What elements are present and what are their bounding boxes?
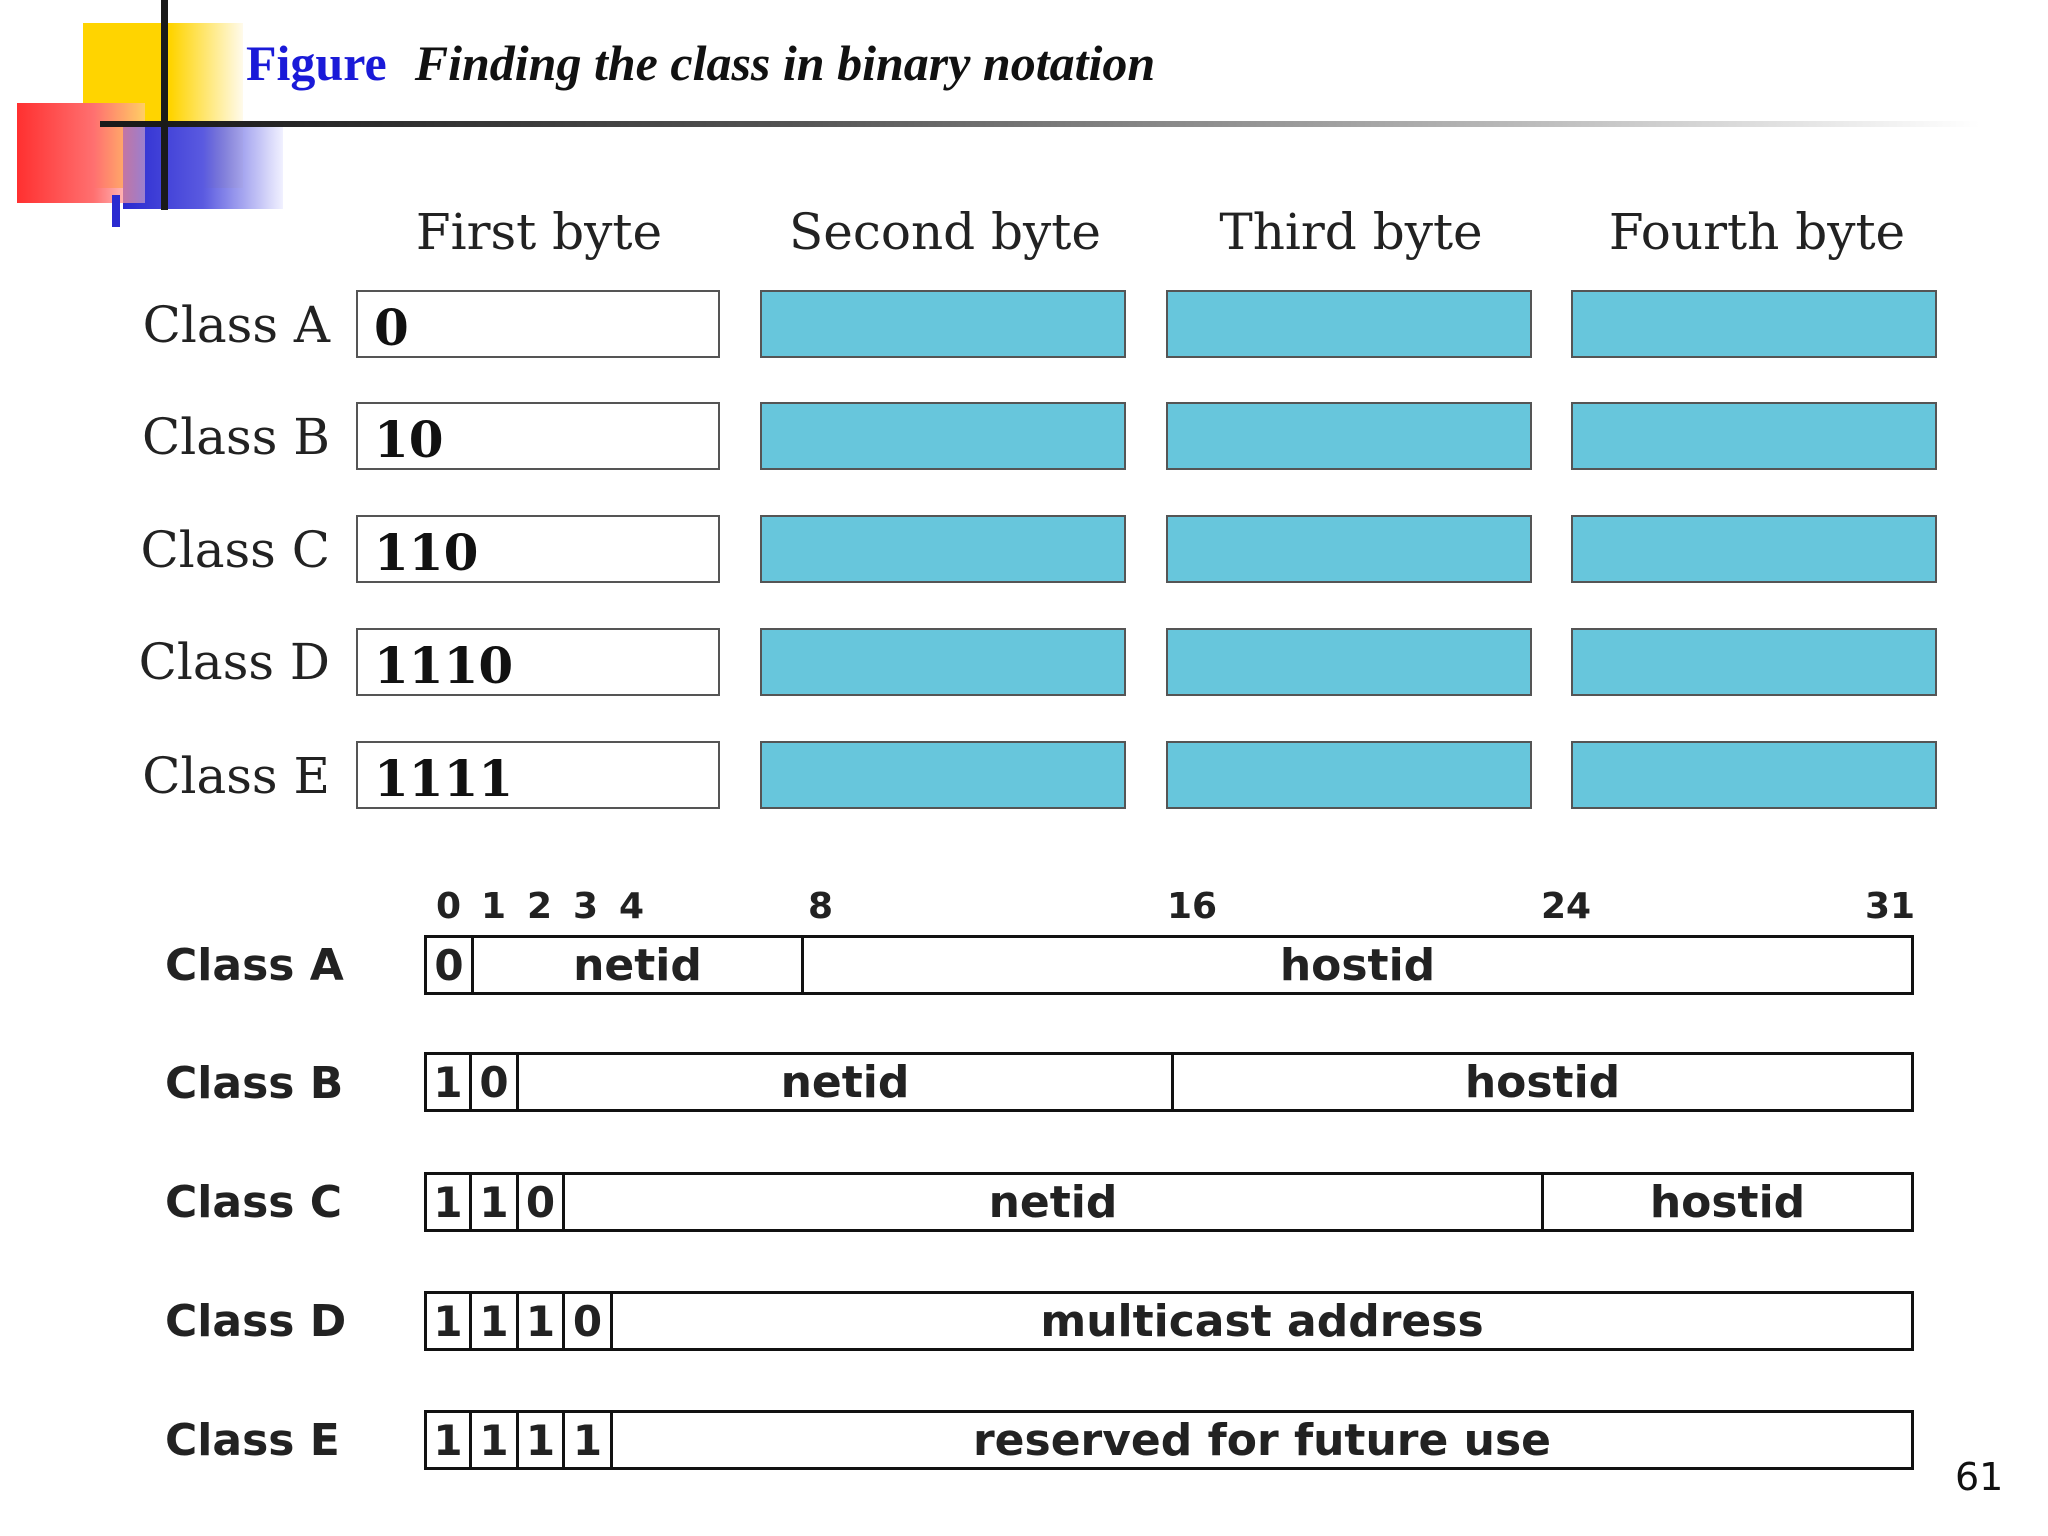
decor-blue-square bbox=[123, 121, 283, 209]
decor-vertical-line bbox=[161, 0, 168, 210]
header-third-byte: Third byte bbox=[1219, 203, 1483, 261]
page-number: 61 bbox=[1955, 1455, 2004, 1499]
bit-cell: 1 bbox=[519, 1294, 565, 1348]
bit-position-3: 3 bbox=[573, 886, 599, 927]
bit-frame-d bbox=[424, 1291, 1914, 1351]
bottom-row-label-b: Class B bbox=[165, 1058, 344, 1109]
bit-cell: 1 bbox=[519, 1413, 565, 1467]
top-row-label-d: Class D bbox=[138, 633, 330, 691]
top-row-label-a: Class A bbox=[142, 296, 330, 354]
title-underline bbox=[160, 121, 1980, 127]
bit-frame-b bbox=[424, 1052, 1914, 1112]
first-byte-prefix-d: 1110 bbox=[374, 636, 514, 695]
first-byte-box-d bbox=[356, 628, 720, 696]
byte-box-b-4 bbox=[1571, 402, 1937, 470]
top-row-label-c: Class C bbox=[140, 521, 330, 579]
byte-box-b-2 bbox=[760, 402, 1126, 470]
multicast-address-field: multicast address bbox=[1040, 1295, 1484, 1347]
header-fourth-byte: Fourth byte bbox=[1608, 203, 1906, 261]
bit-position-16: 16 bbox=[1167, 886, 1218, 927]
bit-position-31: 31 bbox=[1865, 886, 1916, 927]
first-byte-box-b bbox=[356, 402, 720, 470]
hostid-field: hostid bbox=[1464, 1056, 1621, 1108]
byte-box-d-2 bbox=[760, 628, 1126, 696]
bit-position-24: 24 bbox=[1541, 886, 1592, 927]
first-byte-box-c bbox=[356, 515, 720, 583]
first-byte-prefix-c: 110 bbox=[374, 523, 479, 582]
bit-position-0: 0 bbox=[436, 886, 462, 927]
bit-position-8: 8 bbox=[808, 886, 834, 927]
bit-cell: 1 bbox=[427, 1294, 472, 1348]
decor-red-square bbox=[17, 103, 145, 203]
byte-box-a-3 bbox=[1166, 290, 1532, 358]
byte-box-a-2 bbox=[760, 290, 1126, 358]
title-prefix: Figure bbox=[246, 35, 387, 91]
bottom-row-label-d: Class D bbox=[165, 1296, 347, 1347]
reserved-field: reserved for future use bbox=[972, 1414, 1552, 1466]
bottom-row-label-a: Class A bbox=[165, 940, 344, 991]
byte-box-d-4 bbox=[1571, 628, 1937, 696]
bit-position-1: 1 bbox=[481, 886, 507, 927]
byte-box-d-3 bbox=[1166, 628, 1532, 696]
bit-cell: 0 bbox=[472, 1055, 519, 1109]
byte-box-c-3 bbox=[1166, 515, 1532, 583]
top-row-label-b: Class B bbox=[141, 408, 330, 466]
bit-position-4: 4 bbox=[619, 886, 645, 927]
bit-frame-e bbox=[424, 1410, 1914, 1470]
first-byte-prefix-b: 10 bbox=[374, 410, 444, 469]
first-byte-box-a bbox=[356, 290, 720, 358]
bottom-row-label-c: Class C bbox=[165, 1177, 343, 1228]
first-byte-box-e bbox=[356, 741, 720, 809]
title-caption: Finding the class in binary notation bbox=[414, 35, 1156, 91]
byte-box-e-3 bbox=[1166, 741, 1532, 809]
hostid-field: hostid bbox=[1279, 939, 1436, 991]
bit-frame-c bbox=[424, 1172, 1914, 1232]
decor-blue-tick bbox=[112, 195, 120, 227]
first-byte-prefix-a: 0 bbox=[374, 298, 409, 357]
top-row-label-e: Class E bbox=[142, 747, 330, 805]
netid-field: netid bbox=[474, 938, 804, 992]
slide-title bbox=[246, 34, 1155, 92]
byte-box-e-4 bbox=[1571, 741, 1937, 809]
byte-box-c-2 bbox=[760, 515, 1126, 583]
header-second-byte: Second byte bbox=[789, 203, 1101, 261]
bit-cell: 1 bbox=[427, 1055, 472, 1109]
bit-cell: 0 bbox=[519, 1175, 565, 1229]
byte-box-b-3 bbox=[1166, 402, 1532, 470]
bit-cell: 1 bbox=[427, 1413, 472, 1467]
bit-cell: 0 bbox=[565, 1294, 613, 1348]
bit-cell: 1 bbox=[427, 1175, 472, 1229]
bit-cell: 0 bbox=[427, 938, 474, 992]
byte-box-a-4 bbox=[1571, 290, 1937, 358]
byte-box-c-4 bbox=[1571, 515, 1937, 583]
bit-cell: 1 bbox=[565, 1413, 613, 1467]
bottom-row-label-e: Class E bbox=[165, 1415, 340, 1466]
hostid-field: hostid bbox=[1649, 1176, 1806, 1228]
bit-cell: 1 bbox=[472, 1175, 519, 1229]
first-byte-prefix-e: 1111 bbox=[374, 749, 514, 808]
bit-cell: 1 bbox=[472, 1413, 519, 1467]
bit-cell: 1 bbox=[472, 1294, 519, 1348]
netid-field: netid bbox=[519, 1055, 1174, 1109]
byte-box-e-2 bbox=[760, 741, 1126, 809]
header-first-byte: First byte bbox=[415, 203, 663, 261]
netid-field: netid bbox=[565, 1175, 1544, 1229]
bit-frame-a bbox=[424, 935, 1914, 995]
bit-position-2: 2 bbox=[527, 886, 553, 927]
